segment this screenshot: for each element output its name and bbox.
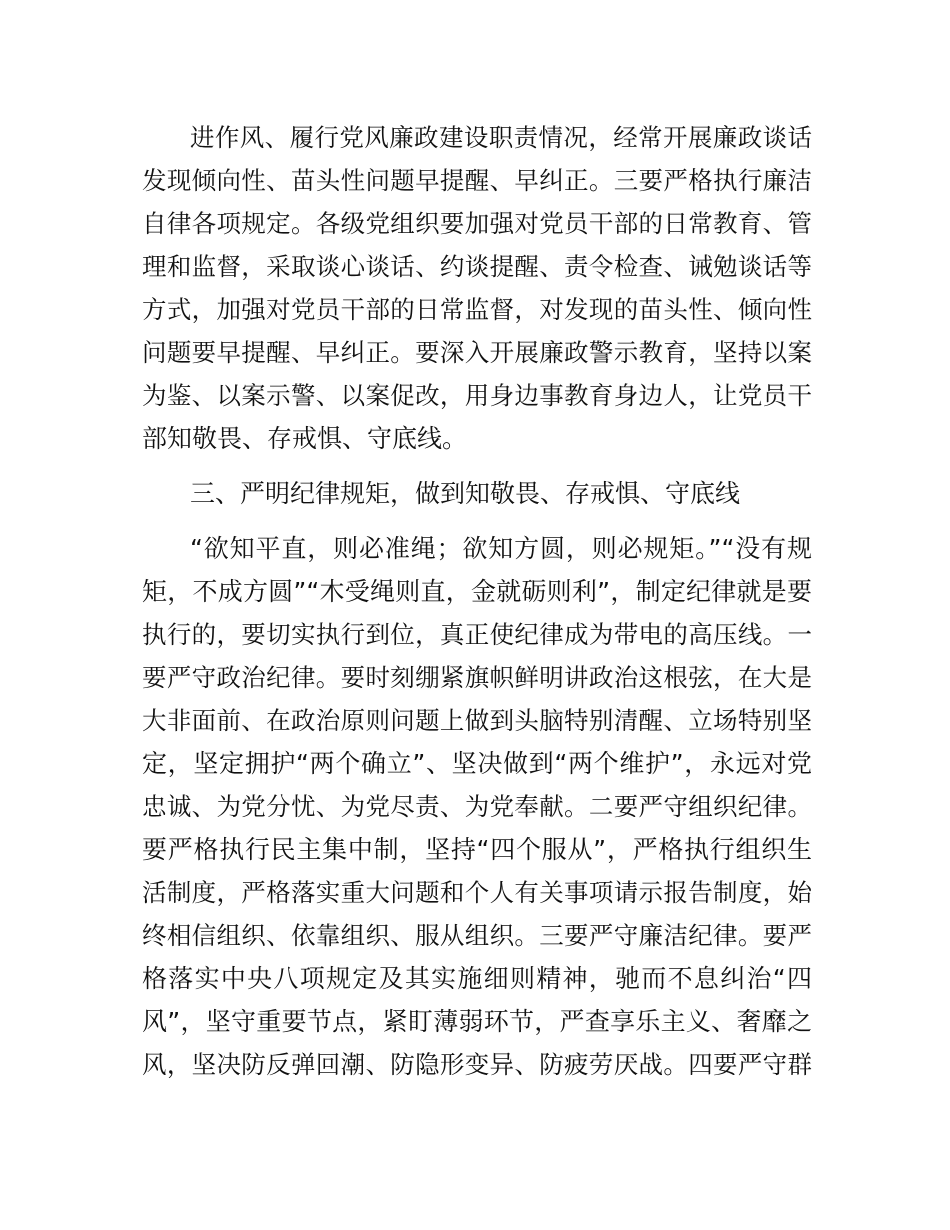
- section-heading: 三、严明纪律规矩，做到知敬畏、存戒惧、守底线: [190, 479, 741, 508]
- paragraph-line: 执行的，要切实执行到位，真正使纪律成为带电的高压线。一: [142, 620, 812, 649]
- paragraph-line: 忠诚、为党分忧、为党尽责、为党奉献。二要严守组织纪律。: [142, 792, 812, 821]
- paragraph-line: 理和监督，采取谈心谈话、约谈提醒、责令检查、诫勉谈话等: [142, 252, 812, 281]
- paragraph-line: 终相信组织、依靠组织、服从组织。三要严守廉洁纪律。要严: [142, 921, 812, 950]
- paragraph-line: 要严格执行民主集中制，坚持“四个服从”，严格执行组织生: [142, 835, 812, 864]
- paragraph-line: 进作风、履行党风廉政建设职责情况，经常开展廉政谈话: [190, 123, 812, 152]
- paragraph-line: “欲知平直，则必准绳；欲知方圆，则必规矩。”“没有规: [190, 534, 812, 563]
- paragraph-line: 为鉴、以案示警、以案促改，用身边事教育身边人，让党员干: [142, 381, 812, 410]
- paragraph-line: 要严守政治纪律。要时刻绷紧旗帜鲜明讲政治这根弦，在大是: [142, 663, 812, 692]
- paragraph-line: 风”，坚守重要节点，紧盯薄弱环节，严查享乐主义、奢靡之: [142, 1007, 812, 1036]
- paragraph-line: 方式，加强对党员干部的日常监督，对发现的苗头性、倾向性: [142, 295, 812, 324]
- paragraph-line: 部知敬畏、存戒惧、守底线。: [142, 424, 468, 453]
- paragraph-line: 定，坚定拥护“两个确立”、坚决做到“两个维护”，永远对党: [142, 749, 812, 778]
- paragraph-line: 问题要早提醒、早纠正。要深入开展廉政警示教育，坚持以案: [142, 338, 812, 367]
- paragraph-line: 风，坚决防反弹回潮、防隐形变异、防疲劳厌战。四要严守群: [142, 1050, 812, 1079]
- paragraph-line: 发现倾向性、苗头性问题早提醒、早纠正。三要严格执行廉洁: [142, 166, 812, 195]
- paragraph-line: 活制度，严格落实重大问题和个人有关事项请示报告制度，始: [142, 878, 812, 907]
- paragraph-line: 矩，不成方圆”“木受绳则直，金就砺则利”，制定纪律就是要: [142, 577, 812, 606]
- paragraph-line: 大非面前、在政治原则问题上做到头脑特别清醒、立场特别坚: [142, 706, 812, 735]
- paragraph-line: 自律各项规定。各级党组织要加强对党员干部的日常教育、管: [142, 209, 812, 238]
- paragraph-line: 格落实中央八项规定及其实施细则精神，驰而不息纠治“四: [142, 964, 812, 993]
